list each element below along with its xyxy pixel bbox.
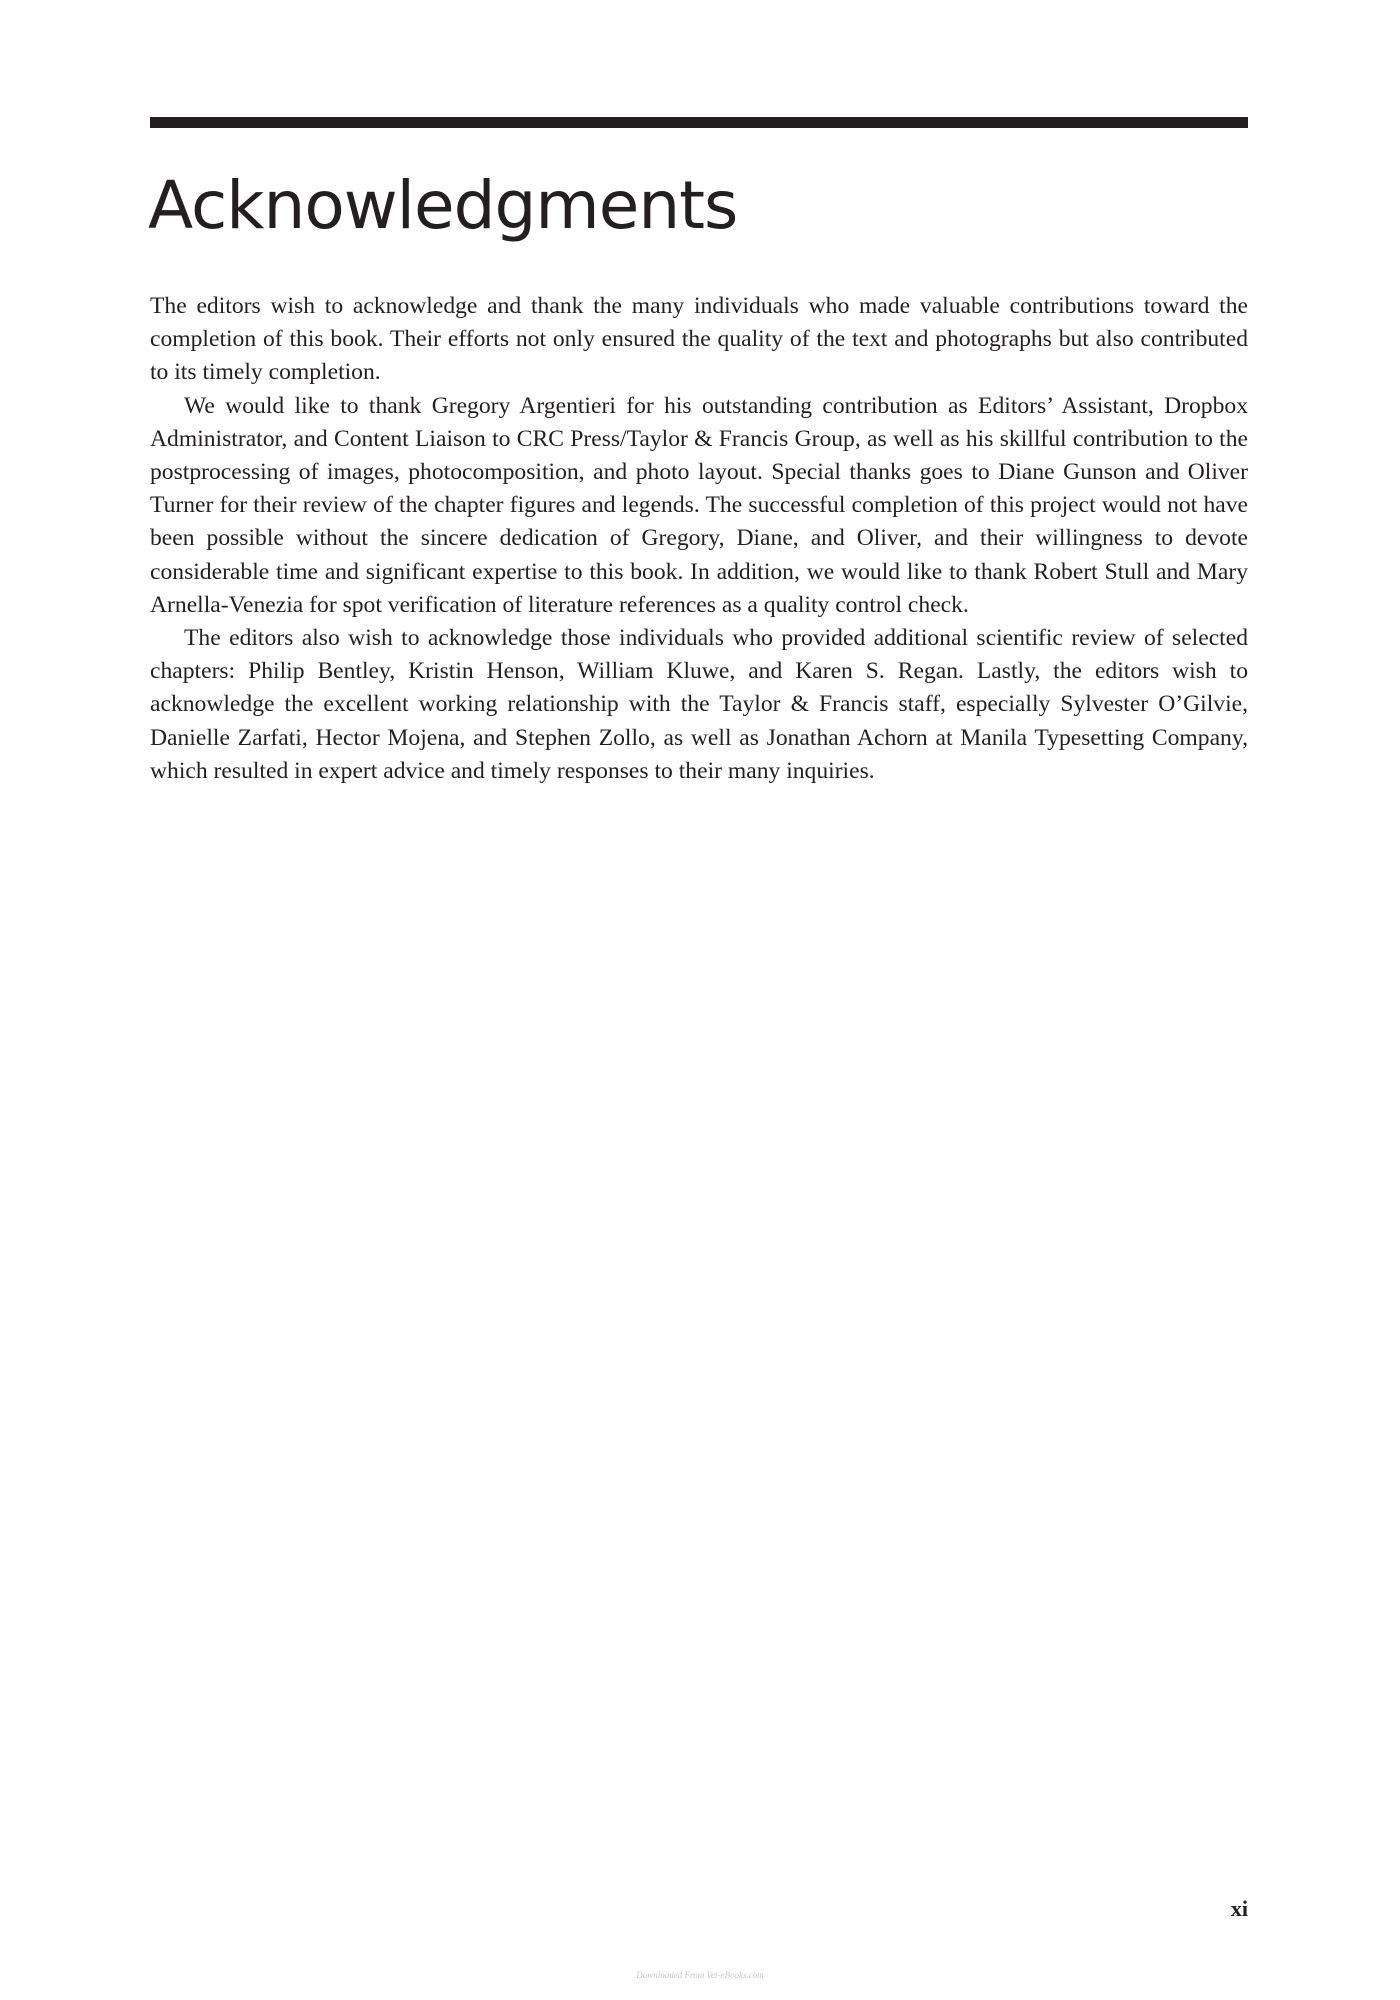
page-title: Acknowledgments <box>148 167 738 244</box>
download-watermark: Downloaded From Vet-eBooks.com <box>636 1970 764 1980</box>
paragraph-1: The editors wish to acknowledge and thank the many individuals who made valuable contributions toward the completion of this book. Their efforts not only ensured the quality of the text and photographs but also contributed to its timely completion. <box>150 293 1248 386</box>
body-text <box>150 290 1248 788</box>
paragraph-3: The editors also wish to acknowledge those individuals who provided additional scientific review of selected chapters: Philip Bentley, Kristin Henson, William Kluwe, and Karen S. Regan. Lastly, the editors wish to acknowledge the excellent working relationship with the Taylor & Francis staff, especially Sylvester O’Gilvie, Danielle Zarfati, Hector Mojena, and Stephen Zollo, as well as Jonathan Achorn at Manila Typesetting Company, which resulted in expert advice and timely responses to their many inquiries. <box>150 625 1248 784</box>
page-number: xi <box>1230 1896 1248 1921</box>
paragraph-2: We would like to thank Gregory Argentieri for his outstanding contribution as Editors’ Assistant, Dropbox Administrator, and Content Liaison to CRC Press/Taylor & Francis Group, as well as his skillful contribution to the postprocessing of images, photocomposition, and photo layout. Special thanks goes to Diane Gunson and Oliver Turner for their review of the chapter figures and legends. The successful completion of this project would not have been possible without the sincere dedication of Gregory, Diane, and Oliver, and their willingness to devote considerable time and significant expertise to this book. In addition, we would like to thank Robert Stull and Mary Arnella-Venezia for spot verification of literature references as a quality control check. <box>150 392 1248 618</box>
top-rule <box>150 117 1248 128</box>
